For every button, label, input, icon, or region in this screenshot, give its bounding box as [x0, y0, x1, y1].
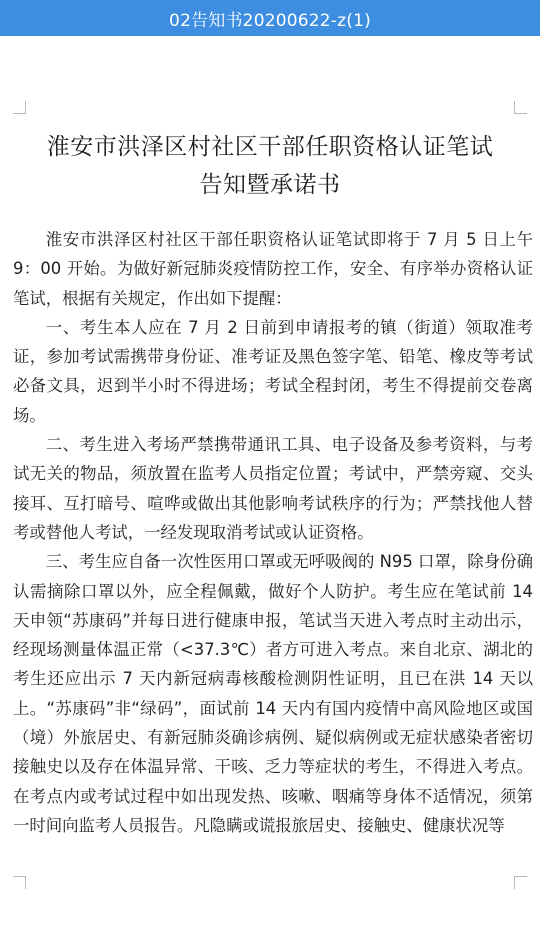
- page-corner-mark-top-left: [13, 101, 26, 114]
- document-title-bar: [0, 0, 540, 36]
- page-corner-mark-bottom-right: [514, 876, 527, 889]
- document-body: [13, 225, 533, 840]
- document-heading-line-2: 告知暨承诺书: [199, 172, 341, 198]
- paragraph-intro: 淮安市洪泽区村社区干部任职资格认证笔试即将于 7 月 5 日上午 9：00 开始。为做好新冠肺炎疫情防控工作，安全、有序举办资格认证笔试，根据有关规定，作出如下提醒：: [13, 230, 533, 308]
- paragraph-item-1: 一、考生本人应在 7 月 2 日前到申请报考的镇（街道）领取准考证，参加考试需携带身份证、准考证及黑色签字笔、铅笔、橡皮等考试必备文具，迟到半小时不得进场；考试全程封闭，考生不得提前交卷离场。: [13, 317, 533, 425]
- paragraph-item-2: 二、考生进入考场严禁携带通讯工具、电子设备及参考资料，与考试无关的物品，须放置在监考人员指定位置；考试中，严禁旁窥、交头接耳、互打暗号、喧哗或做出其他影响考试秩序的行为；严禁找他人替考或替他人考试，一经发现取消考试或认证资格。: [13, 435, 533, 542]
- document-filename: 02告知书20200622-z(1): [169, 10, 371, 31]
- page-corner-mark-top-right: [514, 101, 527, 114]
- page-corner-mark-bottom-left: [13, 876, 26, 889]
- document-heading-line-1: 淮安市洪泽区村社区干部任职资格认证笔试: [46, 134, 494, 160]
- paragraph-item-3: 三、考生应自备一次性医用口罩或无呼吸阀的 N95 口罩，除身份确认需摘除口罩以外，应全程佩戴，做好个人防护。考生应在笔试前 14 天申领“苏康码”并每日进行健康申报，笔试当天进入考点时主动出示，经现场测量体温正常（<37.3℃）者方可进入考点。来自北京、湖北的考生还应出示 7 天内新冠病毒核酸检测阴性证明，且已在洪 14 天以上。“苏康码”非“绿码”，面试前 14 天内有国内疫情中高风险地区或国（境）外旅居史、有新冠肺炎确诊病例、疑似病例或无症状感染者密切接触史以及存在体温异常、干咳、乏力等症状的考生，不得进入考点。在考点内或考试过程中如出现发热、咳嗽、咽痛等身体不适情况，须第一时间向监考人员报告。凡隐瞒或谎报旅居史、接触史、健康状况等: [13, 552, 533, 835]
